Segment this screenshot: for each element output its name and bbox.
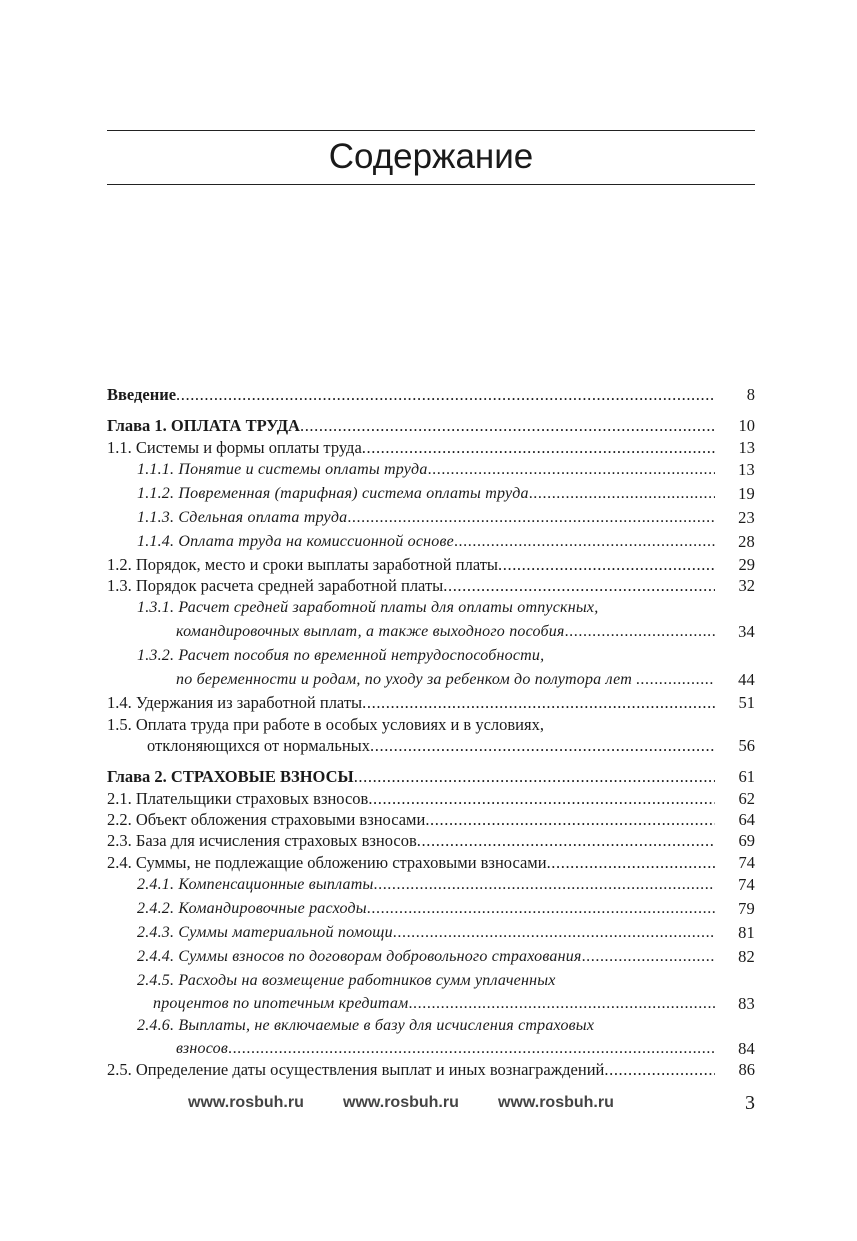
toc-entry-line[interactable]: 1.3.2. Расчет пособия по временной нетрудоспособности, [137,647,545,665]
toc-entry[interactable]: 1.1. Системы и формы оплаты труда ..... 13 [107,437,755,458]
page-number: 69 [738,831,755,851]
toc-entry-continuation[interactable]: взносов ..... 84 [107,1038,755,1059]
title-bottom-rule [107,184,755,185]
page-number: 44 [738,670,755,690]
page-number: 10 [738,416,755,436]
page-number: 51 [738,693,755,713]
page-number: 56 [738,736,755,756]
page-number: 19 [738,483,755,503]
page-number: 61 [738,767,755,787]
page-number-footer: 3 [745,1092,755,1114]
page-number: 29 [738,554,755,574]
toc-entry[interactable]: 2.2. Объект обложения страховыми взносами ..... 64 [107,809,755,830]
toc-entry[interactable]: 2.1. Плательщики страховых взносов ..... 62 [107,788,755,809]
toc-entry[interactable]: 2.3. База для исчисления страховых взносов ..... 69 [107,830,755,851]
toc-entry-line[interactable]: 1.3.1. Расчет средней заработной платы для оплаты отпускных, [137,599,599,617]
toc-entry[interactable]: 1.1.1. Понятие и системы оплаты труда ..... 13 [107,458,755,482]
website-link[interactable]: www.rosbuh.ru [498,1094,614,1111]
page-number: 82 [738,946,755,966]
website-link[interactable]: www.rosbuh.ru [343,1094,459,1111]
toc-entry[interactable]: 2.4. Суммы, не подлежащие обложению страховыми взносами ..... 74 [107,852,755,873]
page-number: 64 [738,809,755,829]
toc-entry[interactable]: 1.1.4. Оплата труда на комиссионной основе ..... 28 [107,530,755,554]
toc-entry-line[interactable]: 2.4.5. Расходы на возмещение работников сумм уплаченных [137,971,556,989]
page-number: 62 [738,788,755,808]
page-title: Содержание [328,137,534,176]
toc-entry[interactable]: 2.4.2. Командировочные расходы ..... 79 [107,897,755,921]
toc-entry-continuation[interactable]: командировочных выплат, а также выходного пособия ..... 34 [107,620,755,644]
page-number: 13 [738,459,755,479]
toc-entry[interactable]: 1.1.2. Повременная (тарифная) система оплаты труда ..... 19 [107,482,755,506]
toc-entry-line[interactable]: 1.5. Оплата труда при работе в особых условиях и в условиях, [107,714,544,734]
toc-entry-line[interactable]: 2.4.6. Выплаты, не включаемые в базу для исчисления страховых [137,1016,595,1034]
toc-entry[interactable]: 1.4. Удержания из заработной платы ..... 51 [107,692,755,713]
page-number: 86 [738,1059,755,1079]
page-number: 83 [738,993,755,1013]
toc-entry[interactable]: 2.4.3. Суммы материальной помощи ..... 81 [107,921,755,945]
page-number: 79 [738,898,755,918]
toc-entry[interactable]: 1.1.3. Сдельная оплата труда ..... 23 [107,506,755,530]
toc-entry[interactable]: 2.4.4. Суммы взносов по договорам добровольного страхования ..... 82 [107,945,755,969]
page-number: 28 [738,531,755,551]
table-of-contents [107,384,755,1080]
page-number: 32 [738,576,755,596]
toc-entry[interactable]: 1.3. Порядок расчета средней заработной платы ..... 32 [107,575,755,596]
toc-entry-continuation[interactable]: отклоняющихся от нормальных ..... 56 [107,735,755,756]
top-rule [107,130,755,131]
page-number: 23 [738,507,755,527]
toc-entry[interactable]: 2.4.1. Компенсационные выплаты ..... 74 [107,873,755,897]
page-number: 34 [738,622,755,642]
toc-entry-introduction[interactable]: Введение ..... 8 [107,384,755,405]
toc-entry-continuation[interactable]: процентов по ипотечным кредитам ..... 83 [107,993,755,1014]
page-footer [107,1094,755,1118]
toc-entry-chapter-2[interactable]: Глава 2. СТРАХОВЫЕ ВЗНОСЫ ..... 61 [107,766,755,787]
page-number: 74 [738,852,755,872]
website-link[interactable]: www.rosbuh.ru [188,1094,304,1111]
page-number: 74 [738,874,755,894]
toc-entry-chapter-1[interactable]: Глава 1. ОПЛАТА ТРУДА ..... 10 [107,415,755,436]
toc-entry[interactable]: 2.5. Определение даты осуществления выплат и иных вознаграждений ..... 86 [107,1059,755,1080]
page-number: 13 [738,437,755,457]
page-number: 81 [738,922,755,942]
toc-entry-continuation[interactable]: по беременности и родам, по уходу за ребенком до полутора лет . ..... 44 [107,668,755,692]
page-number: 84 [738,1038,755,1058]
page-number: 8 [746,385,755,404]
toc-entry[interactable]: 1.2. Порядок, место и сроки выплаты заработной платы ..... 29 [107,554,755,575]
